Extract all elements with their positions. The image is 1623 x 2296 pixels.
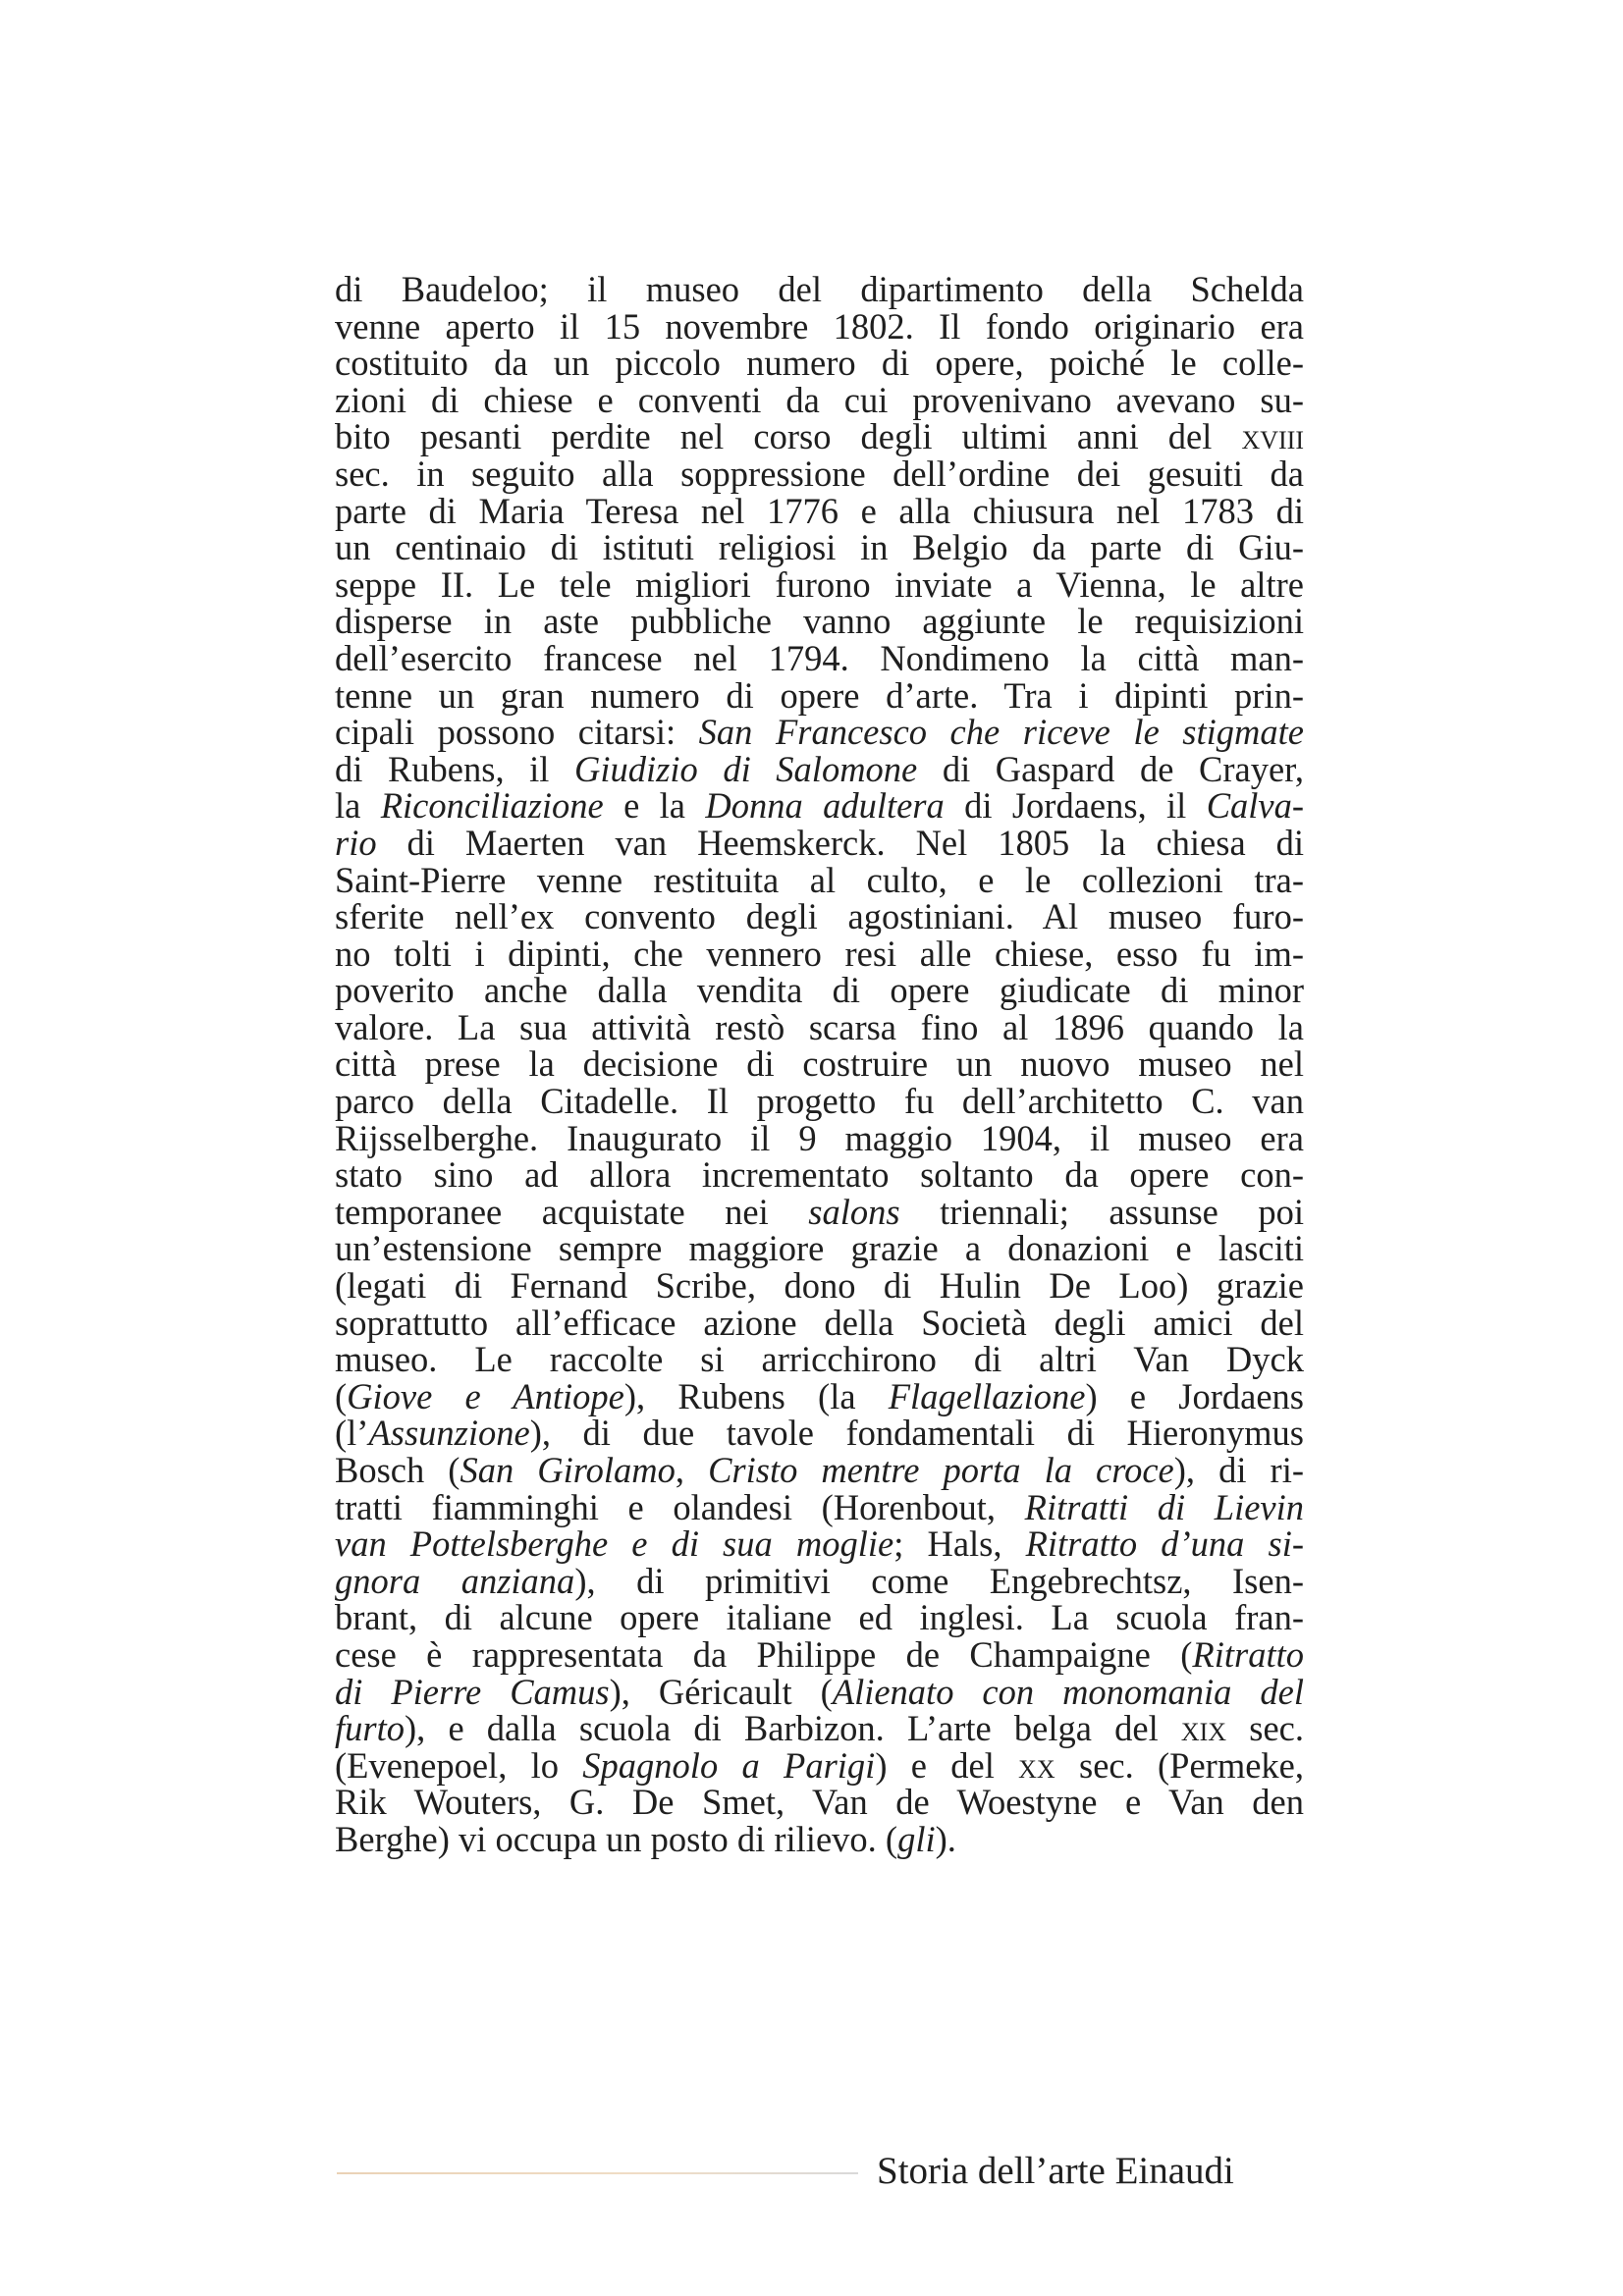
text-line: [335, 1452, 1304, 1489]
text-run: ,: [675, 1450, 709, 1490]
text-line: [335, 1560, 1304, 1601]
text-line: [335, 1083, 1304, 1120]
text-line: [335, 674, 1304, 716]
text-line: [335, 1744, 1304, 1786]
text-run: di Jordaens, il: [944, 785, 1207, 827]
text-line: [335, 1633, 1304, 1675]
text-run: (Evenepoel, lo: [335, 1744, 583, 1786]
text-line: [335, 1710, 1304, 1747]
text-line: [335, 1006, 1304, 1047]
text-line: [335, 1486, 1305, 1527]
text-run: cese è rappresentata da Philippe de Champaigne (: [335, 1633, 1193, 1675]
italic-title: Ritratto d’una si-: [1025, 1523, 1305, 1565]
text-run: di Maerten van Heemskerck. Nel 1805 la chiesa di: [376, 822, 1304, 863]
italic-title: salons: [808, 1191, 900, 1232]
text-run: la: [335, 785, 381, 827]
text-run: ), di primitivi come Engebrechtsz, Isen-: [574, 1560, 1304, 1601]
footer-title: Storia dell’arte Einaudi: [877, 2150, 1234, 2192]
text-line: [335, 1117, 1304, 1158]
text-run: zioni di chiese e conventi da cui provenivano avevano su-: [335, 379, 1304, 420]
text-line: [335, 1267, 1304, 1305]
text-line: [335, 935, 1304, 973]
text-run: ), Géricault (: [609, 1671, 833, 1712]
text-line: [335, 822, 1304, 863]
text-line: [335, 379, 1304, 420]
text-run: ), e dalla scuola di Barbizon. L’arte belga del: [405, 1708, 1181, 1749]
text-run: (l’: [335, 1413, 369, 1454]
italic-title: di Pierre Camus: [335, 1671, 610, 1712]
roman-numeral: xviii: [1241, 416, 1304, 457]
text-run: dell’esercito francese nel 1794. Nondimeno la città man-: [335, 637, 1304, 678]
text-run: ), di due tavole fondamentali di Hieronymus: [529, 1413, 1304, 1454]
text-run: tenne un gran numero di opere d’arte. Tra i dipinti prin-: [335, 674, 1304, 716]
text-run: ) e del: [875, 1744, 1019, 1786]
text-line: [335, 455, 1304, 493]
italic-title: gnora anziana: [335, 1560, 575, 1601]
text-run: ), Rubens (la: [623, 1375, 889, 1416]
roman-numeral: xix: [1180, 1708, 1227, 1749]
text-run: (legati di Fernand Scribe, dono di Hulin De Loo) grazie: [335, 1265, 1304, 1307]
text-run: parco della Citadelle. Il progetto fu dell’architetto C. van: [335, 1081, 1304, 1122]
text-run: un’estensione sempre maggiore grazie a donazioni e lasciti: [335, 1228, 1304, 1269]
text-line: [335, 1525, 1304, 1563]
text-line: [335, 271, 1304, 308]
text-line: [335, 490, 1304, 531]
text-line: [335, 305, 1304, 347]
italic-title: Assunzione: [368, 1413, 530, 1454]
text-run: bito pesanti perdite nel corso degli ultimi anni del: [335, 416, 1242, 457]
text-line: [335, 418, 1304, 455]
text-line: [335, 563, 1304, 605]
text-run: Rijsselberghe. Inaugurato il 9 maggio 1904, il museo era: [335, 1117, 1304, 1158]
italic-title: Ritratto: [1192, 1633, 1304, 1675]
text-run: museo. Le raccolte si arricchirono di altri Van Dyck: [335, 1339, 1304, 1380]
text-run: cipali possono citarsi:: [335, 712, 699, 753]
text-run: Berghe) vi occupa un posto di rilievo. (: [335, 1818, 898, 1859]
italic-title: Donna adultera: [705, 785, 945, 827]
text-line: [335, 787, 1304, 825]
text-line: [335, 748, 1304, 789]
italic-title: Giove e Antiope: [347, 1375, 624, 1416]
text-run: sec. (Permeke,: [1055, 1744, 1304, 1786]
text-run: di Rubens, il: [335, 748, 575, 789]
text-run: di Gaspard de Crayer,: [917, 748, 1304, 789]
italic-title: gli: [897, 1818, 936, 1859]
text-line: [335, 637, 1304, 678]
text-run: tratti fiamminghi e olandesi (Horenbout,: [335, 1486, 1025, 1527]
text-run: ; Hals,: [893, 1523, 1026, 1565]
text-run: Saint-Pierre venne restituita al culto, e le collezioni tra-: [335, 859, 1304, 900]
text-run: un centinaio di istituti religiosi in Belgio da parte di Giu-: [335, 527, 1304, 568]
italic-title: Cristo mentre porta la croce: [708, 1450, 1174, 1490]
text-line: [335, 1302, 1304, 1343]
text-line: [335, 1375, 1304, 1416]
roman-numeral: xx: [1018, 1744, 1055, 1786]
text-line: [335, 1671, 1304, 1712]
italic-title: San Girolamo: [460, 1450, 676, 1490]
text-line: [335, 898, 1304, 935]
text-run: valore. La sua attività restò scarsa fino al 1896 quando la: [335, 1006, 1304, 1047]
text-run: città prese la decisione di costruire un nuovo museo nel: [335, 1043, 1304, 1085]
text-run: brant, di alcune opere italiane ed inglesi. La scuola fran-: [335, 1597, 1304, 1638]
text-line: [335, 1784, 1304, 1821]
text-line: [335, 1818, 1304, 1859]
text-run: poverito anche dalla vendita di opere giudicate di minor: [335, 970, 1304, 1011]
text-run: (: [335, 1375, 348, 1416]
text-line: [335, 714, 1304, 751]
text-run: Bosch (: [335, 1450, 460, 1490]
text-run: disperse in aste pubbliche vanno aggiunte le requisizioni: [335, 601, 1304, 642]
text-run: ).: [935, 1818, 956, 1859]
text-run: Rik Wouters, G. De Smet, Van de Woestyne e Van den: [335, 1782, 1304, 1823]
italic-title: furto: [335, 1708, 405, 1749]
body-text: [335, 271, 1304, 1858]
text-run: ), di ri-: [1173, 1450, 1304, 1490]
text-line: [335, 972, 1304, 1009]
italic-title: rio: [335, 822, 377, 863]
text-run: sec. in seguito alla soppressione dell’ordine dei gesuiti da: [335, 453, 1304, 494]
italic-title: van Pottelsberghe e di sua moglie: [335, 1523, 894, 1565]
text-run: e la: [603, 785, 706, 827]
text-line: [335, 859, 1304, 900]
text-line: [335, 1156, 1304, 1194]
text-run: venne aperto il 15 novembre 1802. Il fondo originario era: [335, 305, 1304, 347]
text-run: parte di Maria Teresa nel 1776 e alla chiusura nel 1783 di: [335, 490, 1304, 531]
text-line: [335, 1415, 1304, 1452]
text-run: di Baudeloo; il museo del dipartimento della Schelda: [335, 269, 1304, 309]
text-run: temporanee acquistate nei: [335, 1191, 809, 1232]
italic-title: Calva-: [1206, 785, 1305, 827]
text-run: ) e Jordaens: [1085, 1375, 1304, 1416]
italic-title: Spagnolo a Parigi: [582, 1744, 876, 1786]
footer-divider: [337, 2172, 858, 2174]
text-run: no tolti i dipinti, che vennero resi alle chiese, esso fu im-: [335, 933, 1304, 974]
text-run: sec.: [1226, 1708, 1304, 1749]
text-line: [335, 1045, 1304, 1083]
italic-title: Ritratti di Lievin: [1024, 1486, 1305, 1527]
text-run: costituito da un piccolo numero di opere, poiché le colle-: [335, 343, 1304, 384]
italic-title: San Francesco che riceve le stigmate: [698, 712, 1304, 753]
text-line: [335, 1599, 1304, 1636]
text-run: soprattutto all’efficace azione della Società degli amici del: [335, 1302, 1304, 1343]
text-run: stato sino ad allora incrementato soltanto da opere con-: [335, 1154, 1304, 1196]
text-line: [335, 1191, 1304, 1232]
text-line: [335, 345, 1304, 382]
text-run: sferite nell’ex convento degli agostiniani. Al museo furo-: [335, 896, 1304, 937]
text-line: [335, 1230, 1304, 1267]
text-run: seppe II. Le tele migliori furono inviate a Vienna, le altre: [335, 563, 1304, 605]
italic-title: Flagellazione: [888, 1375, 1086, 1416]
italic-title: Alienato con monomania del: [832, 1671, 1304, 1712]
text-line: [335, 603, 1304, 640]
italic-title: Giudizio di Salomone: [574, 748, 918, 789]
text-line: [335, 529, 1304, 566]
text-run: triennali; assunse poi: [899, 1191, 1304, 1232]
text-line: [335, 1341, 1304, 1378]
italic-title: Riconciliazione: [380, 785, 604, 827]
